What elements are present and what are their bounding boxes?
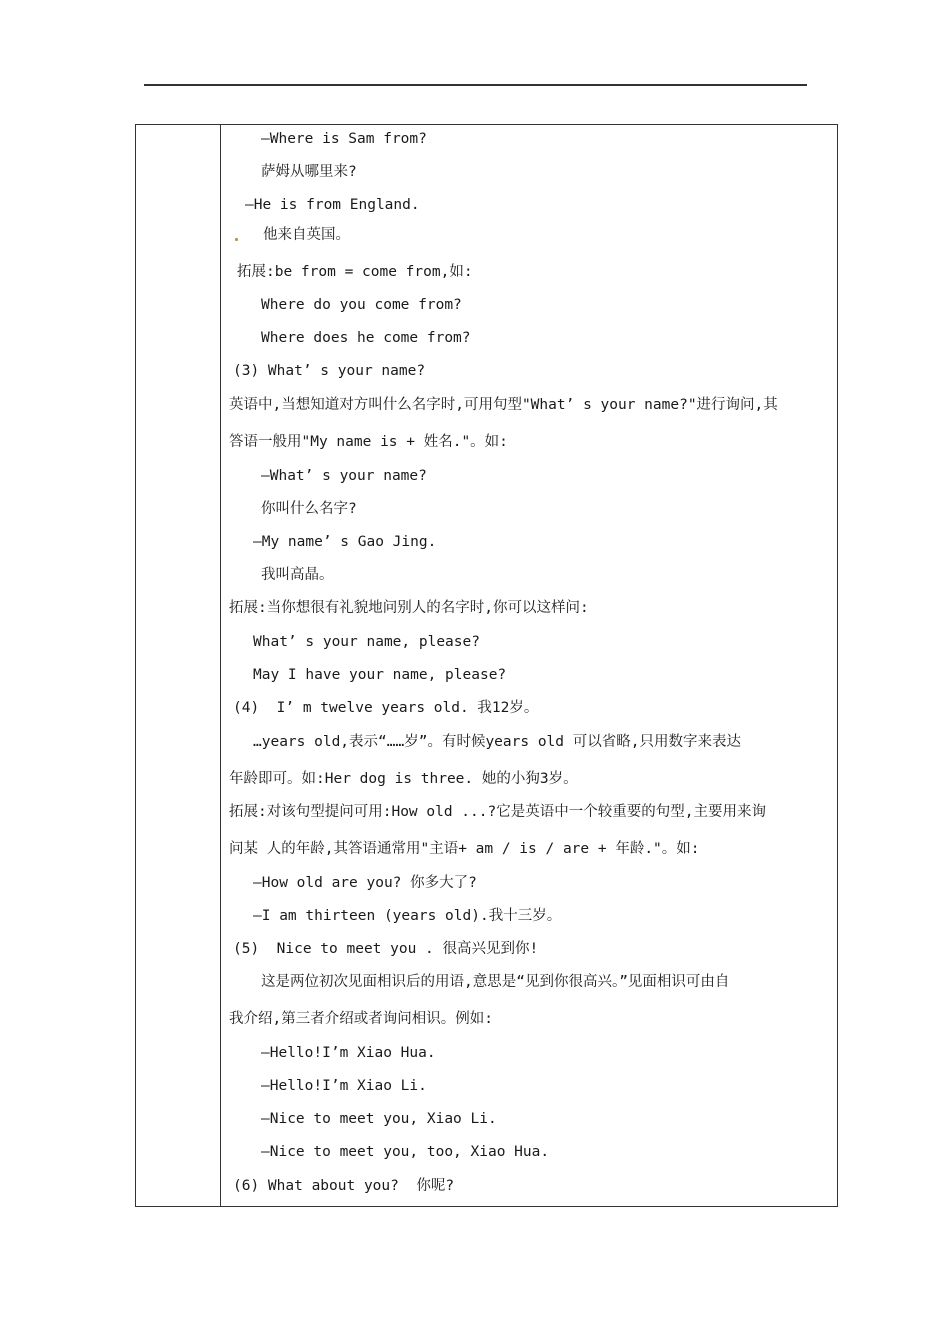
text-line: 他来自英国。	[263, 227, 350, 243]
text-line: —Nice to meet you, too, Xiao Hua.	[261, 1144, 550, 1160]
text-line: 我叫高晶。	[261, 567, 334, 583]
text-line: (6) What about you? 你呢?	[233, 1178, 455, 1194]
text-line: —Where is Sam from?	[261, 131, 427, 147]
text-line: 你叫什么名字?	[261, 501, 357, 517]
text-line: —What’ s your name?	[261, 468, 427, 484]
text-line: 问某 人的年龄,其答语通常用"主语+ am / is / are + 年龄."。如:	[229, 841, 700, 857]
text-line: —How old are you? 你多大了?	[253, 875, 477, 891]
text-line: —Hello!I’m Xiao Li.	[261, 1078, 427, 1094]
text-line: 萨姆从哪里来?	[261, 164, 357, 180]
text-line: …years old,表示“……岁”。有时候years old 可以省略,只用数字来表达	[253, 734, 741, 750]
text-line: Where does he come from?	[261, 330, 471, 346]
text-line: 拓展:be from = come from,如:	[237, 264, 473, 280]
lesson-table	[135, 124, 838, 1207]
text-line: (3) What’ s your name?	[233, 363, 426, 379]
text-line: —Nice to meet you, Xiao Li.	[261, 1111, 497, 1127]
text-line: 拓展:当你想很有礼貌地问别人的名字时,你可以这样问:	[229, 600, 589, 616]
text-line: 年龄即可。如:Her dog is three. 她的小狗3岁。	[229, 771, 578, 787]
text-line: May I have your name, please?	[253, 667, 507, 683]
text-line: 答语一般用"My name is + 姓名."。如:	[229, 434, 508, 450]
text-line: (5) Nice to meet you . 很高兴见到你!	[233, 941, 539, 957]
text-line: 这是两位初次见面相识后的用语,意思是“见到你很高兴。”见面相识可由自	[261, 974, 730, 990]
scan-dot	[235, 238, 238, 241]
text-line: —My name’ s Gao Jing.	[253, 534, 437, 550]
text-line: —Hello!I’m Xiao Hua.	[261, 1045, 436, 1061]
text-line: —I am thirteen (years old).我十三岁。	[253, 908, 562, 924]
text-line: 英语中,当想知道对方叫什么名字时,可用句型"What’ s your name?"进行询问,其	[229, 397, 778, 413]
text-line: What’ s your name, please?	[253, 634, 480, 650]
text-line: —He is from England.	[245, 197, 420, 213]
notes-cell	[221, 125, 837, 1206]
text-line: 拓展:对该句型提问可用:How old ...?它是英语中一个较重要的句型,主要用来询	[229, 804, 766, 820]
text-line: Where do you come from?	[261, 297, 462, 313]
text-line: (4) I’ m twelve years old. 我12岁。	[233, 700, 539, 716]
text-line: 我介绍,第三者介绍或者询问相识。例如:	[229, 1011, 493, 1027]
header-rule	[144, 84, 807, 86]
